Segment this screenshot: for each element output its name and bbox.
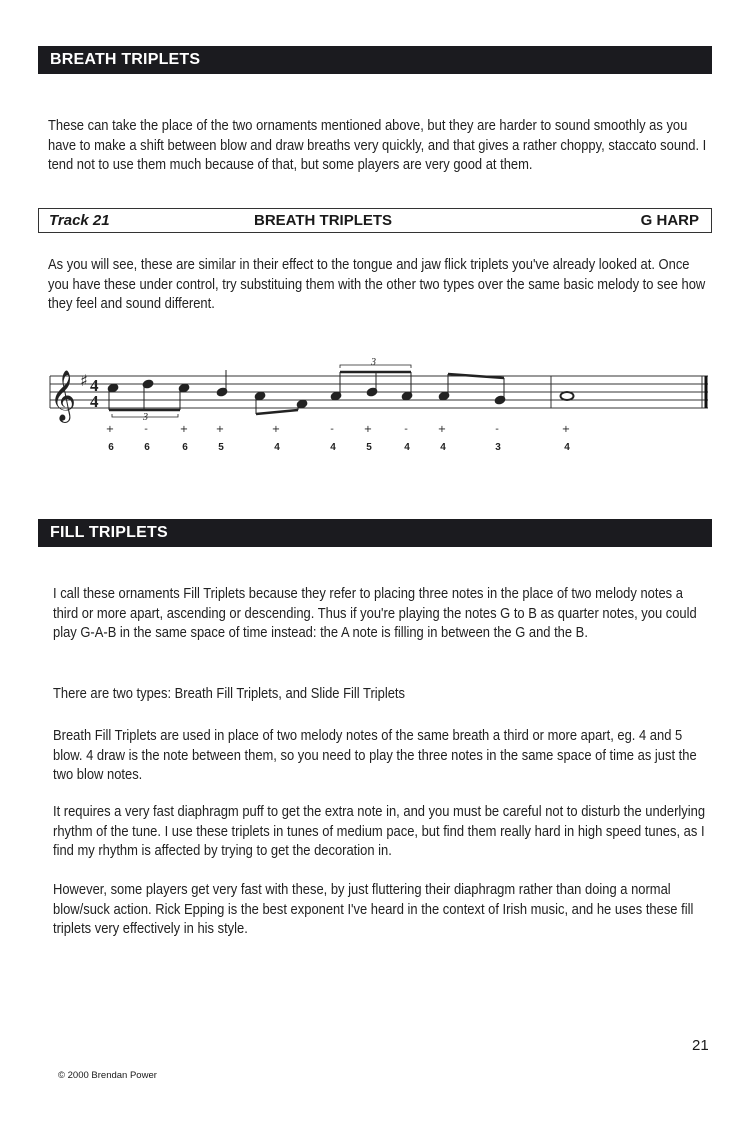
breath-mark: + <box>105 424 115 435</box>
triplet-label: 3 <box>143 412 148 423</box>
fill-triplets-paragraph-5: However, some players get very fast with these, by just fluttering their diaphragm rather than doing a normal blow/suck action. Rick Epping is the best exponent I've heard in the context of Irish music, and he uses these fill triplets very effectively in his style. <box>53 882 694 937</box>
breath-triplets-paragraph: These can take the place of the two ornaments mentioned above, but they are harder to sound smoothly as you have to make a shift between blow and draw breaths very quickly, and that gives a rather choppy, staccato sound. I tend not to use them much because of that, but some players are very good at them. <box>48 118 707 173</box>
hole-number: 4 <box>274 442 280 453</box>
section-title: BREATH TRIPLETS <box>50 51 201 68</box>
hole-number: 5 <box>218 442 224 453</box>
quarter-note <box>216 370 228 397</box>
hole-number: 5 <box>366 442 372 453</box>
breath-mark: - <box>404 424 408 435</box>
breath-mark: + <box>271 424 281 435</box>
section-header-fill-triplets <box>38 519 712 547</box>
breath-mark: - <box>144 424 148 435</box>
page-number: 21 <box>692 1037 709 1054</box>
treble-clef-icon: 𝄞 <box>50 370 77 421</box>
copyright-notice: © 2000 Brendan Power <box>58 1070 157 1081</box>
hole-number: 4 <box>404 442 410 453</box>
track-header <box>38 208 712 233</box>
track-number: Track 21 <box>49 212 110 229</box>
music-notation <box>40 340 720 460</box>
breath-mark: + <box>179 424 189 435</box>
whole-note <box>561 392 574 400</box>
breath-mark: + <box>437 424 447 435</box>
time-signature-top: 4 <box>90 376 99 395</box>
section-header-breath-triplets <box>38 46 712 74</box>
breath-mark: - <box>495 424 499 435</box>
hole-number: 6 <box>182 442 188 453</box>
triplet-group-1 <box>107 379 190 417</box>
fill-triplets-paragraph-2: There are two types: Breath Fill Triplets, and Slide Fill Triplets <box>53 686 405 702</box>
track-description: As you will see, these are similar in their effect to the tongue and jaw flick triplets you've already looked at. Once you have these under control, try substituing them with the other two types over the same basic melody to see how they feel and sound different. <box>48 257 706 312</box>
breath-mark: + <box>215 424 225 435</box>
sharp-icon: ♯ <box>80 371 88 390</box>
triplet-label: 3 <box>371 357 376 368</box>
track-title: BREATH TRIPLETS <box>254 212 393 229</box>
eighth-pair-1 <box>254 391 308 414</box>
breath-mark: + <box>363 424 373 435</box>
harp-key: G HARP <box>640 212 699 229</box>
hole-number: 3 <box>495 442 501 453</box>
breath-mark: - <box>330 424 334 435</box>
triplet-group-2 <box>330 365 413 401</box>
hole-number: 4 <box>440 442 446 453</box>
hole-number: 4 <box>330 442 336 453</box>
fill-triplets-paragraph-4: It requires a very fast diaphragm puff to get the extra note in, and you must be careful not to disturb the underlying rhythm of the tune. I use these triplets in tunes of medium pace, but find them really hard in high speed tunes, as I find my rhythm is affected by trying to get the decoration in. <box>53 804 706 859</box>
hole-number: 6 <box>144 442 150 453</box>
hole-number: 4 <box>564 442 570 453</box>
section-title: FILL TRIPLETS <box>50 524 168 541</box>
fill-triplets-paragraph-1: I call these ornaments Fill Triplets because they refer to placing three notes in the place of two melody notes a third or more apart, ascending or descending. Thus if you're playing the notes G to B as quarter notes, you could play G-A-B in the same space of time instead: the A note is filling in between the G and the B. <box>53 586 697 641</box>
time-signature-bottom: 4 <box>90 392 99 411</box>
fill-triplets-paragraph-3: Breath Fill Triplets are used in place of two melody notes of the same breath a third or more apart, eg. 4 and 5 blow. 4 draw is the note between them, so you need to play the three notes in the same space of time as just the two blow notes. <box>53 728 697 783</box>
breath-mark: + <box>561 424 571 435</box>
hole-number: 6 <box>108 442 114 453</box>
